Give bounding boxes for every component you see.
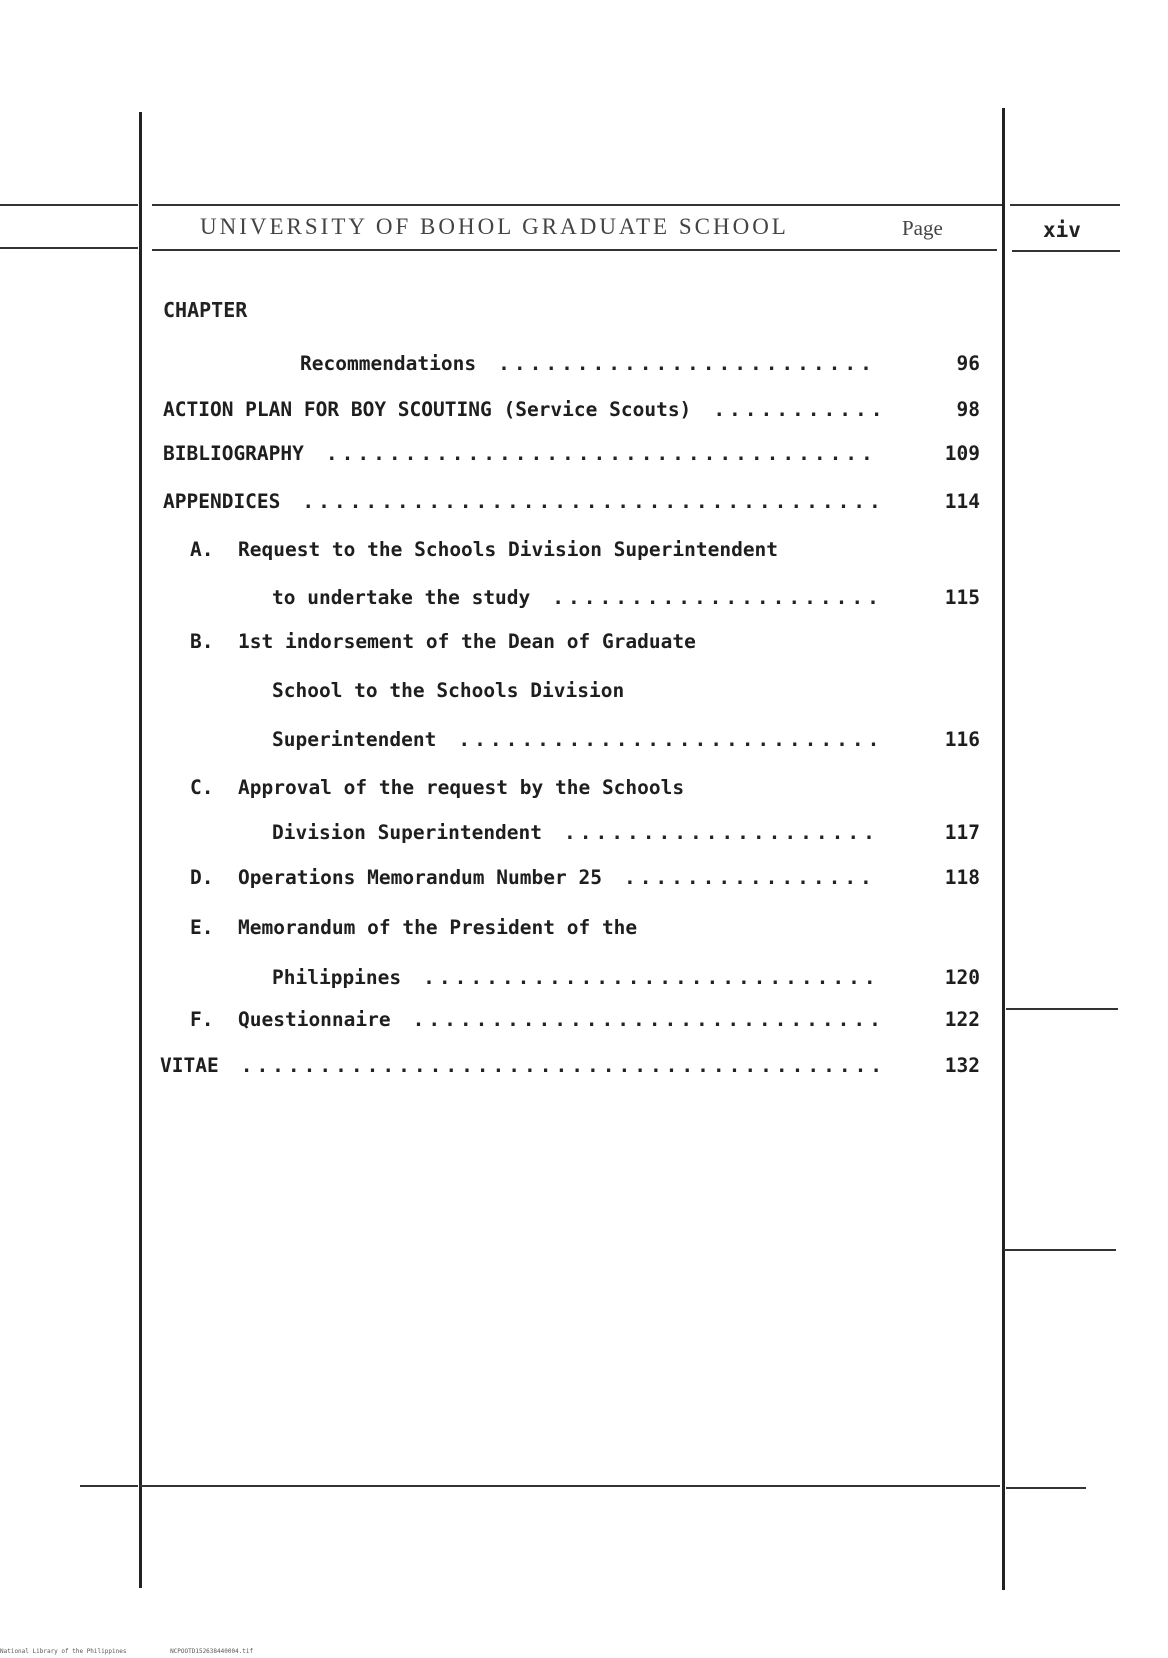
- toc-entry-text: Request to the Schools Division Superintendent: [238, 538, 779, 561]
- library-credit: National Library of the Philippines: [0, 1648, 127, 1655]
- leader-dots: [458, 728, 880, 751]
- toc-entry: [163, 398, 980, 426]
- toc-entry-page: 132: [944, 1054, 980, 1077]
- toc-entry: [163, 442, 980, 470]
- leader-dots: [713, 398, 880, 421]
- appendix-letter: B.: [190, 630, 214, 653]
- toc-entry: [163, 490, 980, 518]
- leader-dots: [413, 1008, 880, 1031]
- leader-dots: [552, 586, 880, 609]
- toc-entry: [272, 966, 980, 994]
- scan-footer: [0, 1648, 293, 1655]
- page-column-label: Page: [902, 216, 943, 240]
- appendix-letter: D.: [190, 866, 214, 889]
- toc-entry-page: 120: [944, 966, 980, 989]
- toc-entry: [272, 728, 980, 756]
- footer-rule-left: [80, 1485, 138, 1487]
- toc-entry-text: Memorandum of the President of the: [238, 916, 638, 939]
- toc-entry: [300, 352, 980, 380]
- header-top-rule-left: [0, 204, 138, 206]
- appendix-letter: C.: [190, 776, 214, 799]
- leader-dots: [624, 866, 880, 889]
- leader-dots: [302, 490, 880, 513]
- header-title: UNIVERSITY OF BOHOL GRADUATE SCHOOL: [200, 214, 789, 239]
- toc-entry-text: APPENDICES: [163, 490, 281, 513]
- toc-entry-page: 117: [944, 821, 980, 844]
- toc-entry: [272, 586, 980, 614]
- header-top-rule-right: [1010, 204, 1120, 206]
- file-code: NCPOOTD152638440004.tif: [170, 1648, 254, 1655]
- page-number: xiv: [1043, 218, 1081, 242]
- toc-entry-text: to undertake the study: [272, 586, 531, 609]
- toc-entry-page: 118: [944, 866, 980, 889]
- toc-entry-text: 1st indorsement of the Dean of Graduate: [238, 630, 696, 653]
- toc-entry: [272, 821, 980, 849]
- toc-entry-text: VITAE: [160, 1054, 219, 1077]
- toc-entry: [190, 538, 980, 566]
- leader-dots: [564, 821, 880, 844]
- toc-entry-page: 114: [944, 490, 980, 513]
- leader-dots: [423, 966, 880, 989]
- toc-entry-page: 122: [944, 1008, 980, 1031]
- toc-entry-page: 116: [944, 728, 980, 751]
- toc-entry-text: Operations Memorandum Number 25: [238, 866, 602, 889]
- toc-entry-page: 115: [944, 586, 980, 609]
- appendix-letter: E.: [190, 916, 214, 939]
- footer-rule-right: [1006, 1487, 1086, 1489]
- toc-entry-text: Recommendations: [300, 352, 477, 375]
- header-bottom-rule: [152, 249, 997, 251]
- toc-entry: [272, 679, 980, 707]
- toc-entry-text: Superintendent: [272, 728, 437, 751]
- toc-entry-text: Philippines: [272, 966, 402, 989]
- toc-entry-page: 109: [944, 442, 980, 465]
- leader-dots: [498, 352, 880, 375]
- side-rule-2: [1004, 1249, 1116, 1251]
- toc-entry: [190, 776, 980, 804]
- right-margin-line: [1002, 108, 1005, 1590]
- toc-entry-text: BIBLIOGRAPHY: [163, 442, 304, 465]
- footer-rule: [140, 1485, 1000, 1487]
- toc-entry-text: Approval of the request by the Schools: [238, 776, 685, 799]
- left-margin-line: [139, 112, 142, 1588]
- appendix-letter: F.: [190, 1008, 214, 1031]
- toc-entry: [190, 1008, 980, 1036]
- leader-dots: [241, 1054, 880, 1077]
- header-top-rule: [152, 204, 1002, 206]
- chapter-label: CHAPTER: [163, 298, 248, 322]
- side-rule-1: [1006, 1008, 1118, 1010]
- toc-entry: [190, 866, 980, 894]
- toc-entry: [190, 916, 980, 944]
- leader-dots: [326, 442, 880, 465]
- toc-entry-text: Division Superintendent: [272, 821, 543, 844]
- toc-entry-text: Questionnaire: [238, 1008, 391, 1031]
- toc-entry: [190, 630, 980, 658]
- toc-entry-text: ACTION PLAN FOR BOY SCOUTING (Service Scouts): [163, 398, 692, 421]
- header-bottom-rule-left: [0, 247, 138, 249]
- toc-entry: [160, 1054, 980, 1082]
- toc-entry-page: 96: [956, 352, 980, 375]
- header-bottom-rule-right: [1012, 250, 1120, 252]
- appendix-letter: A.: [190, 538, 214, 561]
- toc-entry-text: School to the Schools Division: [272, 679, 625, 702]
- toc-entry-page: 98: [956, 398, 980, 421]
